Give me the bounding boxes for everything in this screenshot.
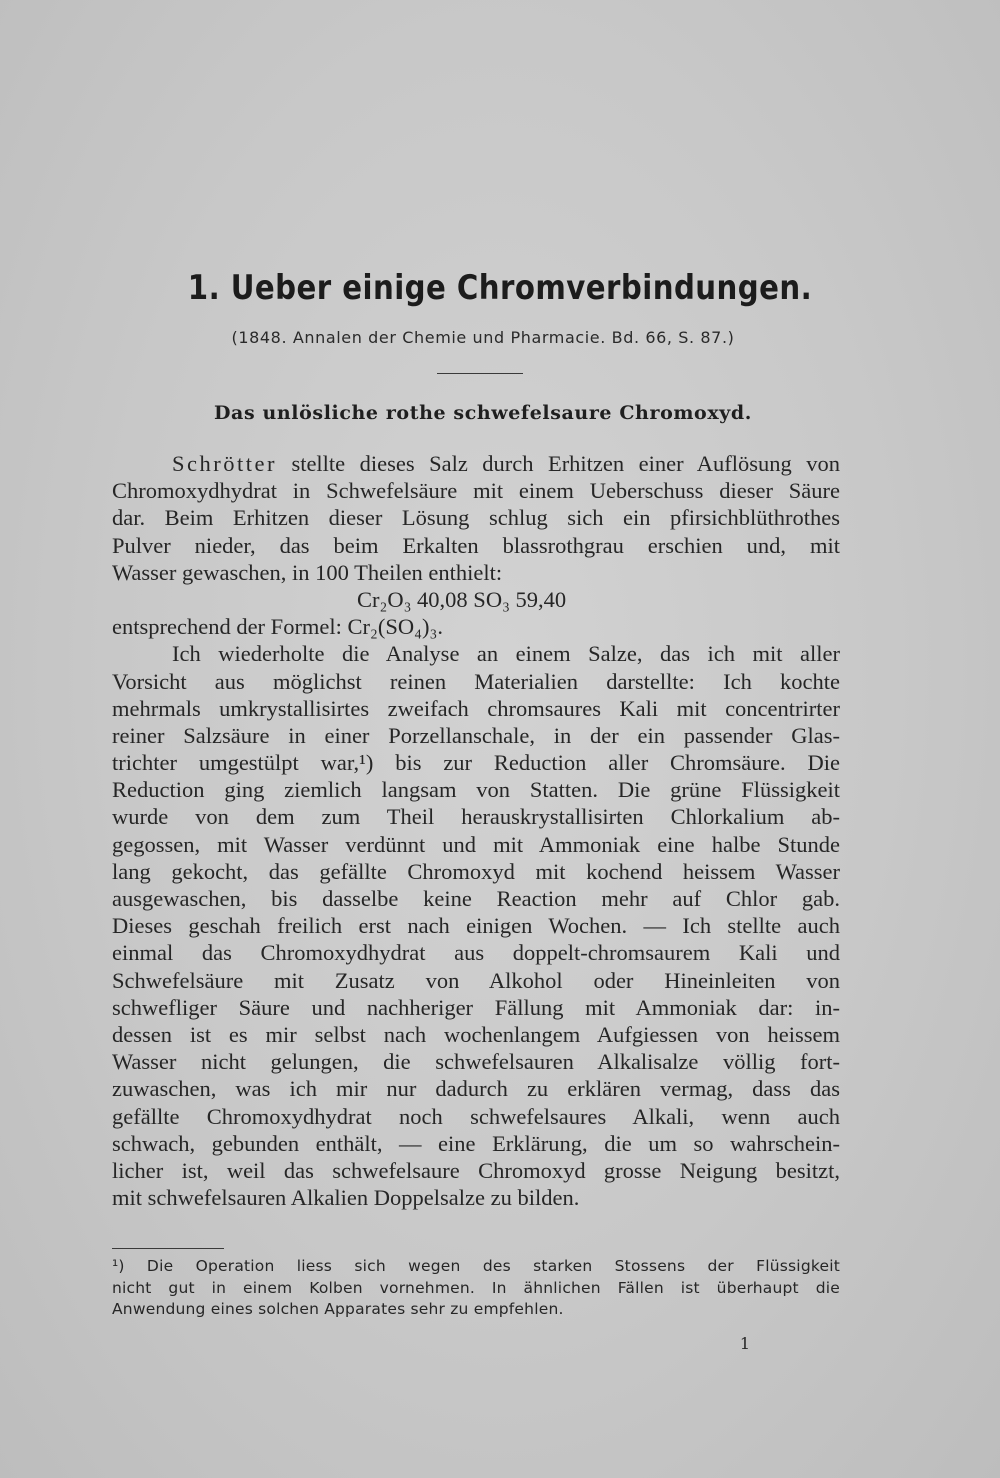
text-line: gefällte Chromoxydhydrat noch schwefelsaures Alkali, wenn auch [112,1103,840,1129]
page-number: 1 [739,1334,751,1353]
text-line: Pulver nieder, das beim Erkalten blassrothgrau erschien und, mit [112,532,840,558]
text-line: lang gekocht, das gefällte Chromoxyd mit kochend heissem Wasser [112,858,840,884]
body-text [112,450,840,1211]
text-line: Chromoxydhydrat in Schwefelsäure mit einem Ueberschuss dieser Säure [112,478,840,504]
article-title: 1. Ueber einige Chromverbindungen. [187,268,813,308]
text-line: Dieses geschah freilich erst nach einigen Wochen. — Ich stellte auch [112,913,840,939]
analysis-formula: Cr₂O₃ 40,08 SO₃ 59,40 [357,586,567,612]
text-line: entsprechend der Formel: Cr₂(SO₄)₃. [112,614,443,640]
text-line: Wasser gewaschen, in 100 Theilen enthielt: [112,559,503,585]
publication-source: (1848. Annalen der Chemie und Pharmacie. Bd. 66, S. 87.) [231,328,735,347]
text-fragment: stellte dieses Salz durch Erhitzen einer Auflösung von [276,451,840,476]
title-divider [437,373,523,374]
footnote-line: Anwendung eines solchen Apparates sehr zu empfehlen. [112,1300,564,1318]
text-line: Reduction ging ziemlich langsam von Statten. Die grüne Flüssigkeit [112,777,840,803]
footnote-line: ¹) Die Operation liess sich wegen des starken Stossens der Flüssigkeit [112,1257,840,1275]
text-line: mit schwefelsauren Alkalien Doppelsalze zu bilden. [112,1185,580,1211]
text-line: licher ist, weil das schwefelsaure Chromoxyd grosse Neigung besitzt, [112,1157,840,1183]
text-line: reiner Salzsäure in einer Porzellanschale, in der ein passender Glas- [112,722,840,748]
text-line: mehrmals umkrystallisirtes zweifach chromsaures Kali mit concentrirter [112,695,840,721]
footnote-line: nicht gut in einem Kolben vornehmen. In ähnlichen Fällen ist überhaupt die [112,1278,840,1297]
text-line: Schwefelsäure mit Zusatz von Alkohol oder Hineinleiten von [112,967,840,993]
author-name: Schrötter [172,451,277,476]
text-line: ausgewaschen, bis dasselbe keine Reaction mehr auf Chlor gab. [112,886,840,911]
text-line: Vorsicht aus möglichst reinen Materialien darstellte: Ich kochte [112,668,840,694]
text-line: einmal das Chromoxydhydrat aus doppelt-chromsaurem Kali und [112,940,840,966]
text-line: Ich wiederholte die Analyse an einem Salze, das ich mit aller [172,641,840,667]
text-line: dessen ist es mir selbst nach wochenlangem Aufgiessen von heissem [112,1021,840,1047]
text-line: schwach, gebunden enthält, — eine Erklärung, die um so wahrschein- [112,1130,840,1156]
footnote-divider [112,1248,224,1249]
text-line: Wasser nicht gelungen, die schwefelsauren Alkalisalze völlig fort- [112,1049,840,1075]
text-line [112,450,840,477]
text-line: schwefliger Säure und nachheriger Fällung mit Ammoniak dar: in- [112,994,840,1020]
text-line: gegossen, mit Wasser verdünnt und mit Ammoniak eine halbe Stunde [112,831,840,857]
section-heading: Das unlösliche rothe schwefelsaure Chromoxyd. [213,402,752,424]
text-line: trichter umgestülpt war,¹) bis zur Reduction aller Chromsäure. Die [112,750,840,776]
text-line: wurde von dem zum Theil herauskrystallisirten Chlorkalium ab- [112,804,840,830]
text-line: zuwaschen, was ich mir nur dadurch zu erklären vermag, dass das [112,1076,840,1102]
footnote [112,1256,840,1321]
text-line: dar. Beim Erhitzen dieser Lösung schlug sich ein pfirsichblüthrothes [112,505,840,531]
